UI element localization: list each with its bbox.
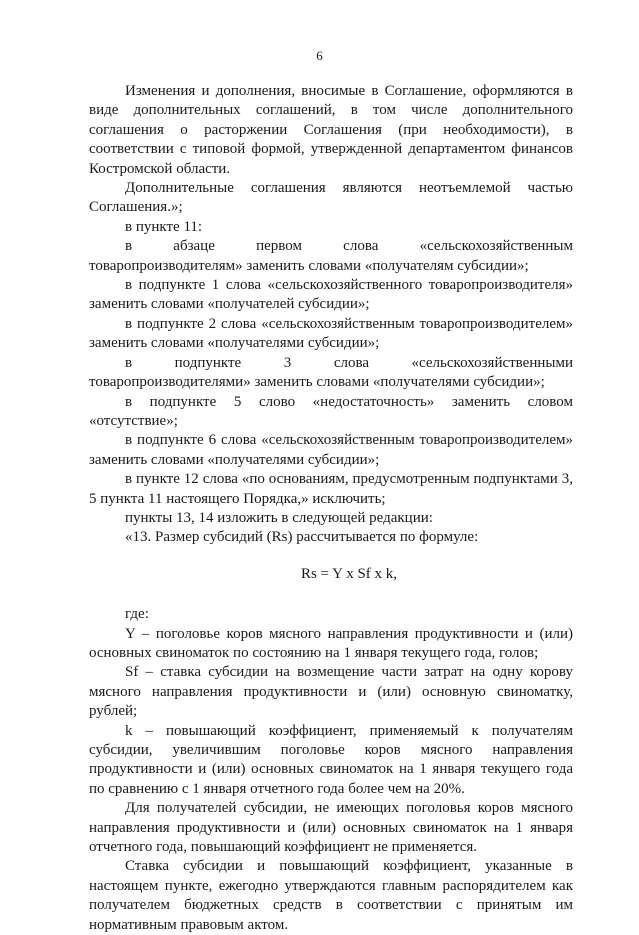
paragraph-no-coefficient: Для получателей субсидии, не имеющих поголовья коров мясного направления продуктивности и (или) основных свиноматок на 1 января отчетного года, повышающий коэффициент не применяется. bbox=[89, 800, 573, 856]
page-number: 6 bbox=[316, 48, 323, 63]
paragraph-additional-agreements: Дополнительные соглашения являются неотъемлемой частью Соглашения.»; bbox=[89, 180, 573, 216]
paragraph-amendments: Изменения и дополнения, вносимые в Соглашение, оформляются в виде дополнительных соглашений, в том числе дополнительного соглашения о расторжении Соглашения (при необходимости), в соответствии с типовой формой, утвержденной департаментом финансов Костромской области. bbox=[89, 83, 573, 177]
paragraph-subitem-3: в подпункте 3 слова «сельскохозяйственными товаропроизводителями» заменить словами «получателями субсидии»; bbox=[89, 354, 573, 391]
definition-sf: Sf – ставка субсидии на возмещение части затрат на одну корову мясного направления продуктивности и (или) основную свиноматку, рублей; bbox=[89, 664, 573, 720]
paragraph-subitem-2: в подпункте 2 слова «сельскохозяйственным товаропроизводителем» заменить словами «получателями субсидии»; bbox=[89, 315, 573, 352]
paragraph-subitem-5: в подпункте 5 слово «недостаточность» заменить словом «отсутствие»; bbox=[89, 393, 573, 429]
paragraph-items-13-14: пункты 13, 14 изложить в следующей редакции: bbox=[125, 509, 433, 526]
paragraph-subitem-6: в подпункте 6 слова «сельскохозяйственным товаропроизводителем» заменить словами «получателями субсидии»; bbox=[89, 432, 573, 468]
paragraph-item-11: в пункте 11: bbox=[125, 218, 203, 235]
document-body bbox=[89, 82, 573, 935]
paragraph-item-12: в пункте 12 слова «по основаниям, предусмотренным подпунктами 3, 5 пункта 11 настоящего Порядка,» исключить; bbox=[89, 471, 573, 507]
paragraph-item-11-para-1: в абзаце первом слова «сельскохозяйственным товаропроизводителям» заменить словами «получателям субсидии»; bbox=[89, 238, 573, 274]
definition-k: k – повышающий коэффициент, применяемый к получателям субсидии, увеличившим поголовье коров мясного направления продуктивности и (или) основных свиноматок на 1 января текущего года по сравнению с 1 января отчетного года более чем на 20%. bbox=[89, 722, 573, 797]
paragraph-item-13-intro: «13. Размер субсидий (Rs) рассчитывается по формуле: bbox=[125, 529, 479, 546]
paragraph-subitem-1: в подпункте 1 слова «сельскохозяйственного товаропроизводителя» заменить словами «получателей субсидии»; bbox=[89, 277, 573, 313]
definition-y: Y – поголовье коров мясного направления продуктивности и (или) основных свиноматок по состоянию на 1 января текущего года, голов; bbox=[89, 625, 573, 661]
definition-where: где: bbox=[125, 606, 149, 623]
formula: Rs = Y x Sf x k, bbox=[300, 565, 398, 582]
paragraph-rate-approval: Ставка субсидии и повышающий коэффициент, указанные в настоящем пункте, ежегодно утверждаются главным распорядителем как получателем бюджетных средств в соответствии с принятым им нормативным правовым актом. bbox=[89, 858, 573, 933]
